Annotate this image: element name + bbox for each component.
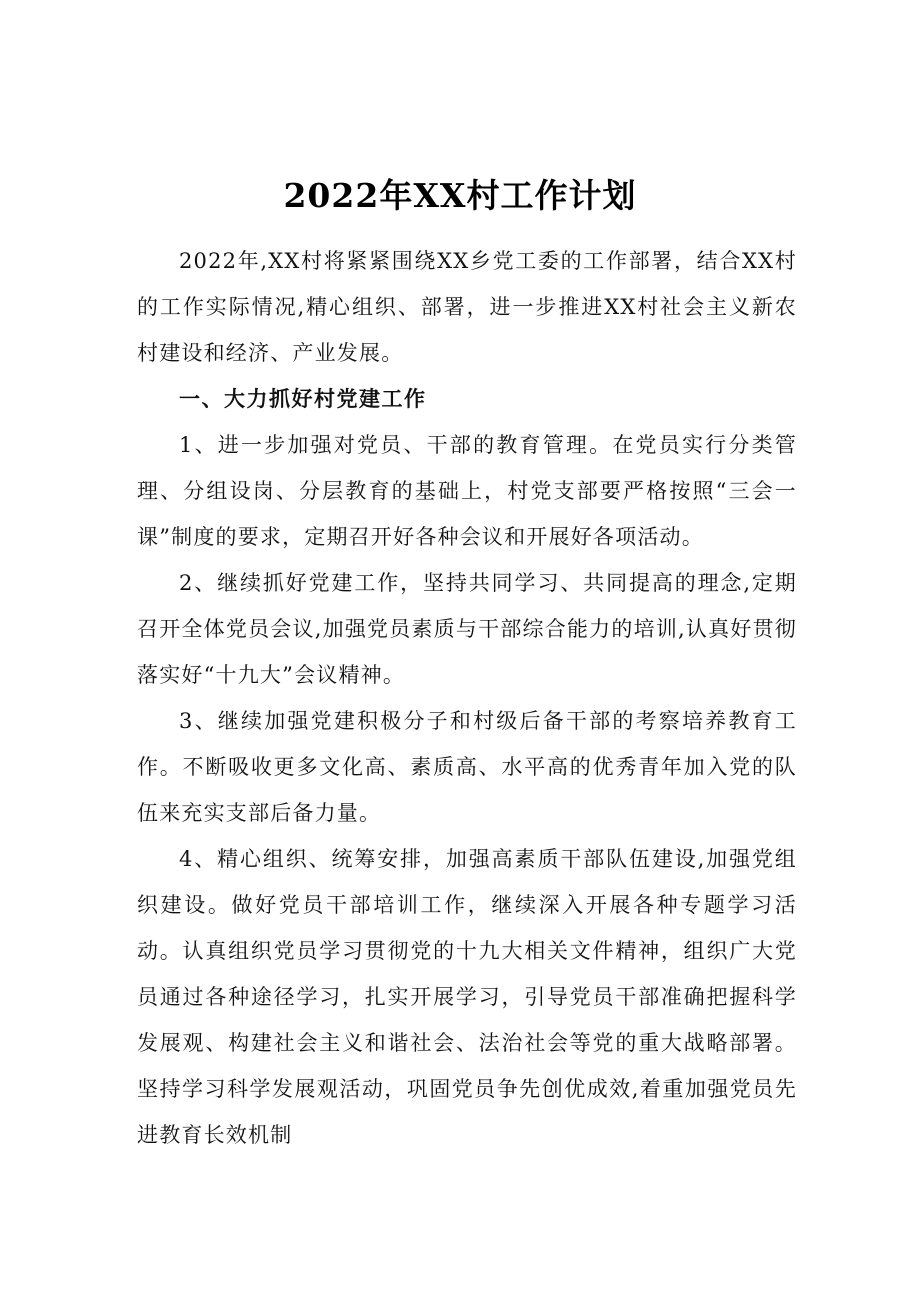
document-title: 2022年XX村工作计划: [283, 176, 637, 215]
intro-paragraph: 2022年,XX村将紧紧围绕XX乡党工委的工作部署，结合XX村的工作实际情况,精心组织、部署，进一步推进XX村社会主义新农村建设和经济、产业发展。: [137, 249, 797, 365]
paragraph-item-2: 2、继续抓好党建工作，坚持共同学习、共同提高的理念,定期召开全体党员会议,加强党员素质与干部综合能力的培训,认真好贯彻落实好“十九大”会议精神。: [137, 571, 797, 687]
section-heading: 一、大力抓好村党建工作: [179, 387, 427, 411]
paragraph-item-3: 3、继续加强党建积极分子和村级后备干部的考察培养教育工作。不断吸收更多文化高、素质高、水平高的优秀青年加入党的队伍来充实支部后备力量。: [137, 709, 797, 825]
paragraph-item-1: 1、进一步加强对党员、干部的教育管理。在党员实行分类管理、分组设岗、分层教育的基础上，村党支部要严格按照“三会一课”制度的要求，定期召开好各种会议和开展好各项活动。: [137, 433, 797, 549]
document-body: [137, 238, 797, 1158]
paragraph-item-4: 4、精心组织、统筹安排，加强高素质干部队伍建设,加强党组织建设。做好党员干部培训工作，继续深入开展各种专题学习活动。认真组织党员学习贯彻党的十九大相关文件精神，组织广大党员通过各种途径学习，扎实开展学习，引导党员干部准确把握科学发展观、构建社会主义和谐社会、法治社会等党的重大战略部署。坚持学习科学发展观活动，巩固党员争先创优成效,着重加强党员先进教育长效机制: [137, 847, 797, 1147]
